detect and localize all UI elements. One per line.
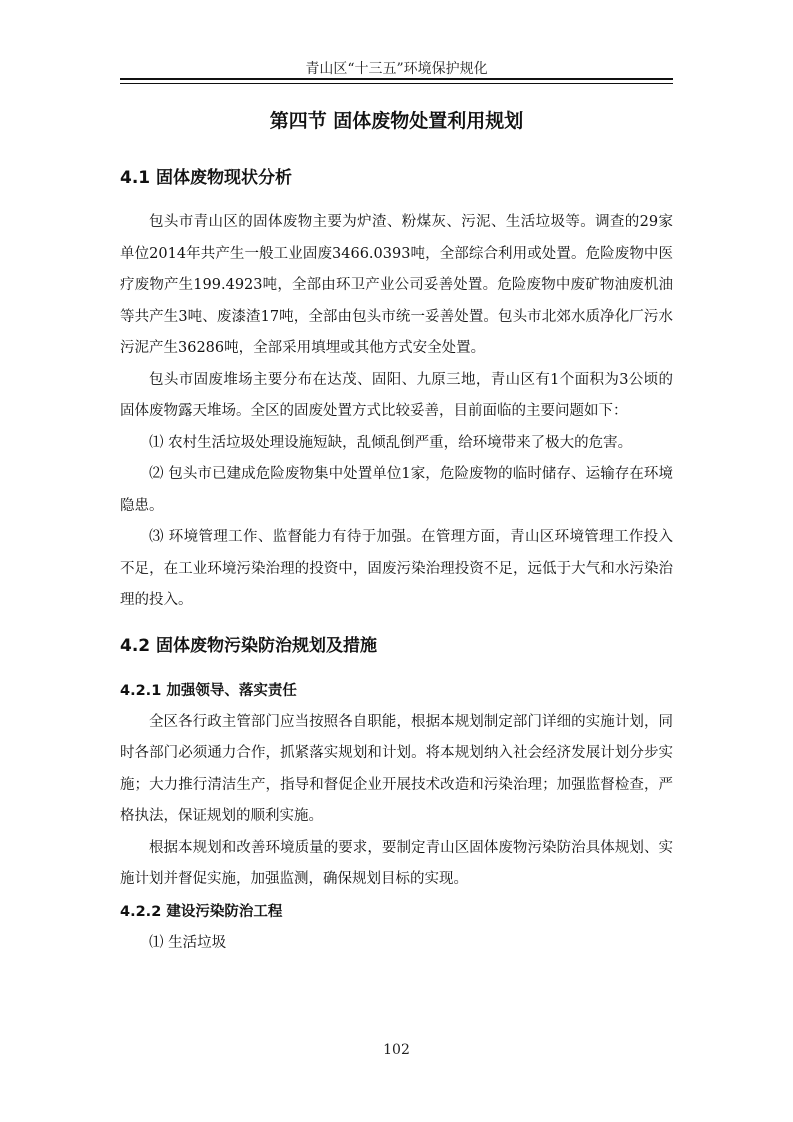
heading-4-2-2: 4.2.2 建设污染防治工程 xyxy=(120,903,283,920)
header-rule-thin xyxy=(120,83,673,84)
heading-4-2: 4.2 固体废物污染防治规划及措施 xyxy=(120,635,378,656)
list-item-problem-3: ⑶ 环境管理工作、监督能力有待于加强。在管理方面，青山区环境管理工作投入不足，在工业环境污染治理的投资中，固废污染治理投资不足，远低于大气和水污染治理的投入。 xyxy=(120,529,673,608)
paragraph-4-1-2: 包头市固废堆场主要分布在达茂、固阳、九原三地，青山区有1个面积为3公顷的固体废物露天堆场。全区的固废处置方式比较妥善，目前面临的主要问题如下： xyxy=(120,371,673,419)
running-header: 青山区“十三五”环境保护规化 xyxy=(305,61,488,77)
header-rule-thick xyxy=(120,78,673,80)
section-title: 第四节 固体废物处置利用规划 xyxy=(269,110,524,132)
page-number: 102 xyxy=(383,1042,410,1058)
heading-4-2-1: 4.2.1 加强领导、落实责任 xyxy=(120,682,297,699)
list-item-problem-1: ⑴ 农村生活垃圾处理设施短缺，乱倾乱倒严重，给环境带来了极大的危害。 xyxy=(149,434,633,451)
paragraph-4-1-1: 包头市青山区的固体废物主要为炉渣、粉煤灰、污泥、生活垃圾等。调查的29家单位2014年共产生一般工业固废3466.0393吨，全部综合利用或处置。危险废物中医疗废物产生199.4923吨，全部由环卫产业公司妥善处置。危险废物中废矿物油废机油等共产生3吨、废漆渣17吨，全部由包头市统一妥善处置。包头市北郊水质净化厂污水污泥产生36286吨，全部采用填埋或其他方式安全处置。 xyxy=(120,214,673,356)
list-item-problem-2: ⑵ 包头市已建成危险废物集中处置单位1家，危险废物的临时储存、运输存在环境隐患。 xyxy=(120,466,673,514)
heading-4-1: 4.1 固体废物现状分析 xyxy=(120,168,293,188)
list-item-domestic-waste: ⑴ 生活垃圾 xyxy=(149,934,227,951)
page-body xyxy=(120,100,673,959)
paragraph-4-2-1-1: 全区各行政主管部门应当按照各自职能，根据本规划制定部门详细的实施计划，同时各部门必须通力合作，抓紧落实规划和计划。将本规划纳入社会经济发展计划分步实施；大力推行清洁生产，指导和督促企业开展技术改造和污染治理；加强监督检查，严格执法，保证规划的顺利实施。 xyxy=(120,713,673,824)
paragraph-4-2-1-2: 根据本规划和改善环境质量的要求，要制定青山区固体废物污染防治具体规划、实施计划并督促实施，加强监测，确保规划目标的实现。 xyxy=(120,839,673,887)
